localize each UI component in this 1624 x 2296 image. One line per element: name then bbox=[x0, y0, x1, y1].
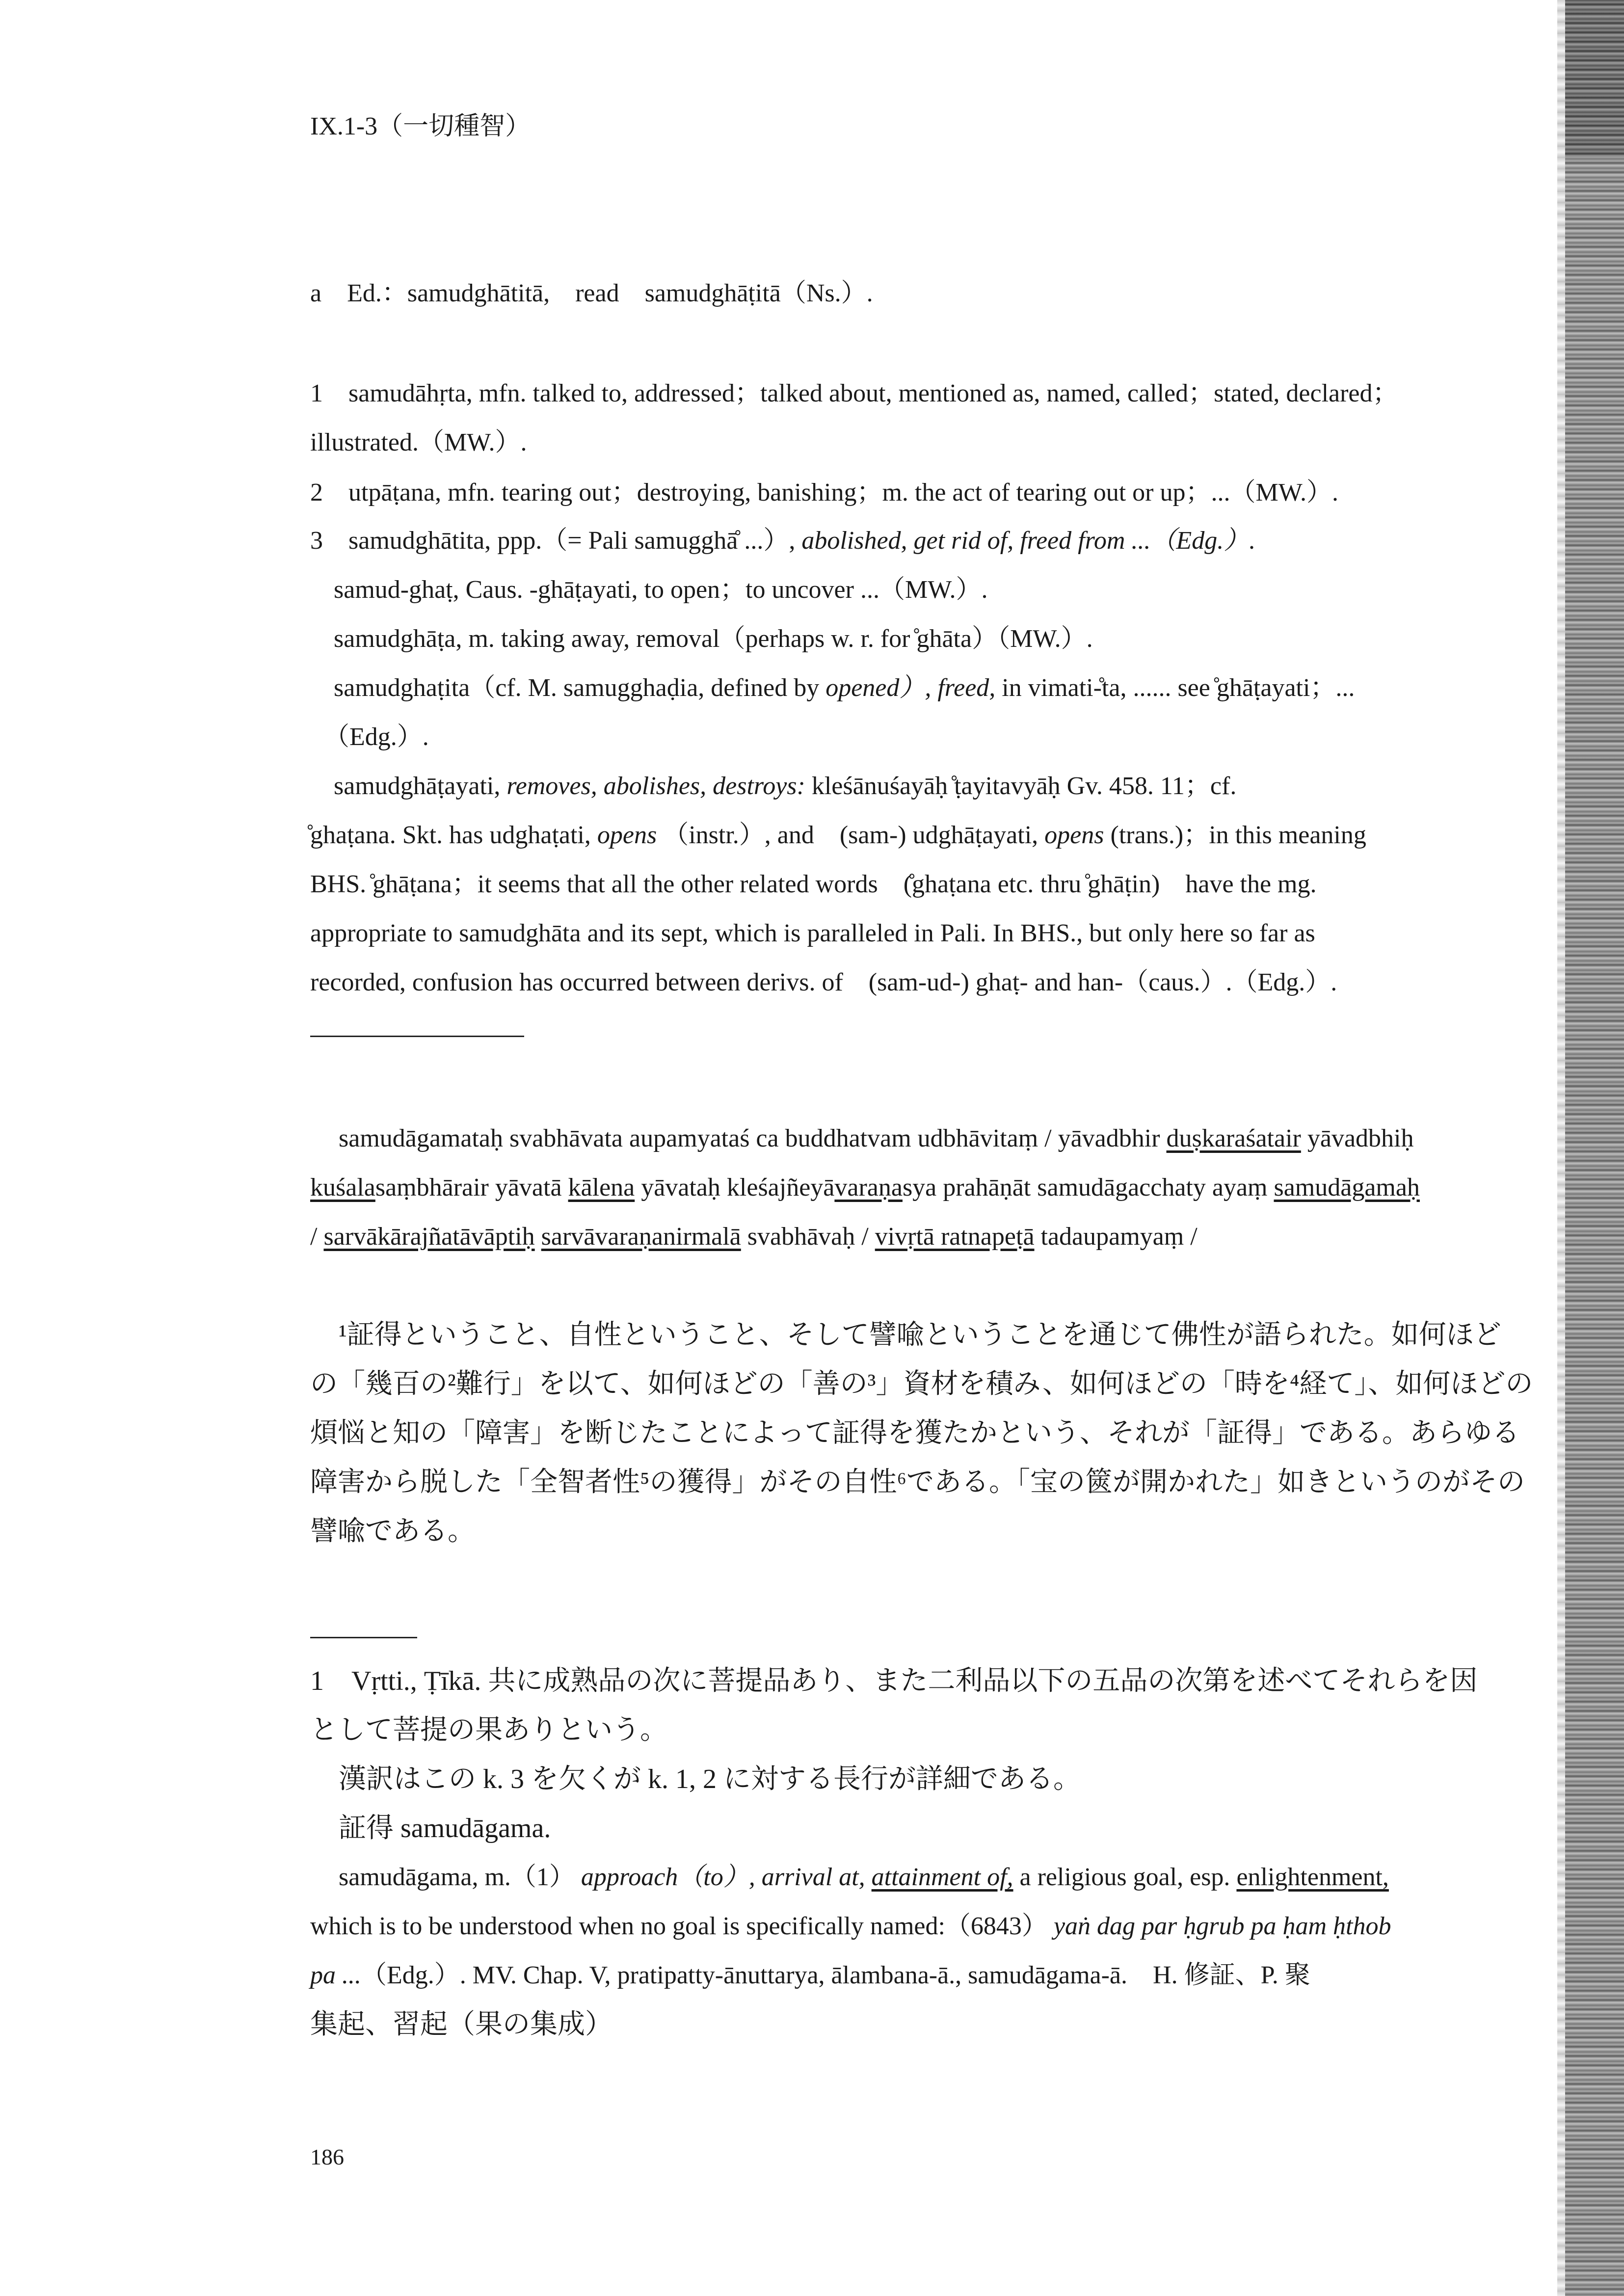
sanskrit-underlined: kālena bbox=[568, 1174, 635, 1201]
footnote-text: samudāgama, m.（1） bbox=[339, 1863, 575, 1891]
japanese-line: 譬喩である。 bbox=[310, 1516, 475, 1547]
footnote-line: 1 Vṛtti., Ṭīkā. 共に成熟品の次に菩提品あり、また二利品以下の五品の次第を述べてそれらを因 bbox=[310, 1666, 1478, 1696]
gloss-italic: opens bbox=[597, 821, 657, 849]
footnote-italic: arrival at, bbox=[761, 1863, 865, 1891]
gloss-text: （instr.）, and (sam-) udghāṭayati, bbox=[663, 821, 1038, 849]
footnote-text: a religious goal, esp. bbox=[1013, 1863, 1237, 1891]
footnote-text: （Edg.）. MV. Chap. V, pratipatty-ānuttarya, ālambana-ā., samudāgama-ā. H. 修証、P. 聚 bbox=[361, 1961, 1310, 1989]
footnote-line bbox=[339, 1863, 1389, 1892]
gloss-text: in vimati-̊ta, ...... see ̊ghāṭayati；... bbox=[1002, 674, 1355, 702]
footnote-line: として菩提の果ありという。 bbox=[310, 1715, 667, 1745]
gloss-line bbox=[310, 821, 1366, 850]
sanskrit-text: yāvataḥ kleśajñeyā bbox=[635, 1174, 835, 1201]
sanskrit-underlined: sarvāvaraṇanirmalā bbox=[541, 1223, 741, 1251]
gloss-line bbox=[334, 673, 1355, 703]
gloss-text: (trans.)；in this meaning bbox=[1110, 821, 1366, 849]
sanskrit-underlined: vivṛtā ratnapeṭā bbox=[875, 1223, 1035, 1251]
gloss-line: recorded, confusion has occurred between derivs. of (sam-ud-) ghaṭ- and han-（caus.）.（Edg.）. bbox=[310, 968, 1337, 996]
gloss-line: illustrated.（MW.）. bbox=[310, 428, 527, 456]
footnote-underlined: enlightenment, bbox=[1236, 1863, 1389, 1891]
gloss-text: kleśānuśayāḥ ̊ṭayitavyāḥ Gv. 458. 11；cf. bbox=[811, 772, 1237, 800]
sanskrit-underlined: varaṇa bbox=[834, 1174, 903, 1201]
gloss-text: samudghāṭayati, bbox=[334, 772, 501, 800]
sanskrit-text: yāvadbhiḥ bbox=[1301, 1124, 1414, 1152]
running-head: IX.1-3（一切種智） bbox=[310, 112, 531, 140]
gloss-line: （Edg.）. bbox=[324, 723, 429, 751]
gloss-line: appropriate to samudghāta and its sept, which is paralleled in Pali. In BHS., but only here so far as bbox=[310, 919, 1315, 947]
textual-note-a: a Ed.：samudghātitā, read samudghāṭitā（Ns.）. bbox=[310, 279, 873, 307]
gloss-italic: opens bbox=[1044, 821, 1104, 849]
footnote-italic-underlined: attainment of, bbox=[871, 1863, 1013, 1891]
gloss-italic: abolished, get rid of, freed from ...（Edg.）. bbox=[801, 527, 1256, 555]
gloss-line: samudghāṭa, m. taking away, removal（perhaps w. r. for ̊ghāta）（MW.）. bbox=[334, 625, 1093, 653]
sanskrit-text bbox=[535, 1223, 541, 1251]
japanese-line: 煩悩と知の「障害」を断じたことによって証得を獲たかという、それが「証得」である。あらゆる bbox=[310, 1418, 1519, 1448]
footnote-italic: pa ... bbox=[310, 1961, 361, 1989]
footnote-italic: yaṅ dag par ḥgrub pa ḥam ḥthob bbox=[1053, 1912, 1391, 1940]
sanskrit-line bbox=[339, 1124, 1413, 1153]
sanskrit-text: svabhāvaḥ / bbox=[741, 1223, 875, 1251]
page-number: 186 bbox=[310, 2144, 344, 2169]
gloss-text: ̊ghaṭana. Skt. has udghaṭati, bbox=[310, 821, 591, 849]
sanskrit-text: tadaupamyaṃ / bbox=[1034, 1223, 1198, 1251]
gloss-line: samud-ghaṭ, Caus. -ghāṭayati, to open；to uncover ...（MW.）. bbox=[334, 576, 988, 604]
sanskrit-text: / bbox=[310, 1223, 324, 1251]
gloss-line: 1 samudāhṛta, mfn. talked to, addressed；talked about, mentioned as, named, called；stated, declared； bbox=[310, 379, 1398, 407]
footnote-line: 漢訳はこの k. 3 を欠くが k. 1, 2 に対する長行が詳細である。 bbox=[339, 1764, 1081, 1794]
japanese-line: の「幾百の²難行」を以て、如何ほどの「善の³」資材を積み、如何ほどの「時を⁴経て」、如何ほどの bbox=[310, 1369, 1533, 1399]
sanskrit-text: sya prahāṇāt samudāgacchaty ayaṃ bbox=[902, 1174, 1274, 1201]
footnote-line bbox=[310, 1912, 1391, 1941]
sanskrit-underlined: kuśala bbox=[310, 1174, 375, 1201]
gloss-text: 3 samudghātita, ppp.（= Pali samugghā̊ ...）, bbox=[310, 527, 796, 555]
scan-edge-shadow bbox=[1557, 0, 1565, 2296]
footnote-line: 証得 samudāgama. bbox=[339, 1813, 551, 1843]
sanskrit-underlined: duṣkaraśatair bbox=[1166, 1124, 1301, 1152]
gloss-line bbox=[334, 772, 1236, 801]
sanskrit-line bbox=[310, 1173, 1420, 1202]
sanskrit-line bbox=[310, 1222, 1198, 1252]
gloss-line bbox=[310, 526, 1255, 556]
footnote-rule bbox=[310, 1036, 524, 1037]
footnote-line bbox=[310, 1961, 1310, 1990]
sanskrit-text: samudāgamataḥ svabhāvata aupamyataś ca buddhatvam udbhāvitaṃ / yāvadbhir bbox=[339, 1124, 1167, 1152]
sanskrit-underlined: samudāgamaḥ bbox=[1274, 1174, 1420, 1201]
sanskrit-text: saṃbhārair yāvatā bbox=[375, 1174, 568, 1201]
footnote-italic: approach（to）, bbox=[581, 1863, 755, 1891]
gloss-italic: removes, abolishes, destroys: bbox=[506, 772, 805, 800]
footnote-line: 集起、習起（果の集成） bbox=[310, 2009, 612, 2040]
sanskrit-underlined: sarvākārajñatāvāptiḥ bbox=[323, 1223, 535, 1251]
gloss-line: BHS. ̊ghāṭana；it seems that all the other related words (̊ghaṭana etc. thru ̊ghāṭin) have the mg. bbox=[310, 870, 1317, 898]
japanese-line: ¹証得ということ、自性ということ、そして譬喩ということを通じて佛性が語られた。如何ほど bbox=[339, 1320, 1501, 1350]
gloss-line: 2 utpāṭana, mfn. tearing out；destroying, banishing；m. the act of tearing out or up；...（MW.）. bbox=[310, 479, 1339, 507]
scan-edge bbox=[1560, 0, 1624, 2296]
japanese-line: 障害から脱した「全智者性⁵の獲得」がその自性⁶である。「宝の篋が開かれた」如きというのがその bbox=[310, 1467, 1525, 1497]
gloss-text: samudghaṭita（cf. M. samugghaḍia, defined by bbox=[334, 674, 820, 702]
gloss-italic: opened）, freed, bbox=[825, 674, 996, 702]
footnote-text: which is to be understood when no goal is specifically named:（6843） bbox=[310, 1912, 1047, 1940]
footnote-rule bbox=[310, 1637, 417, 1638]
